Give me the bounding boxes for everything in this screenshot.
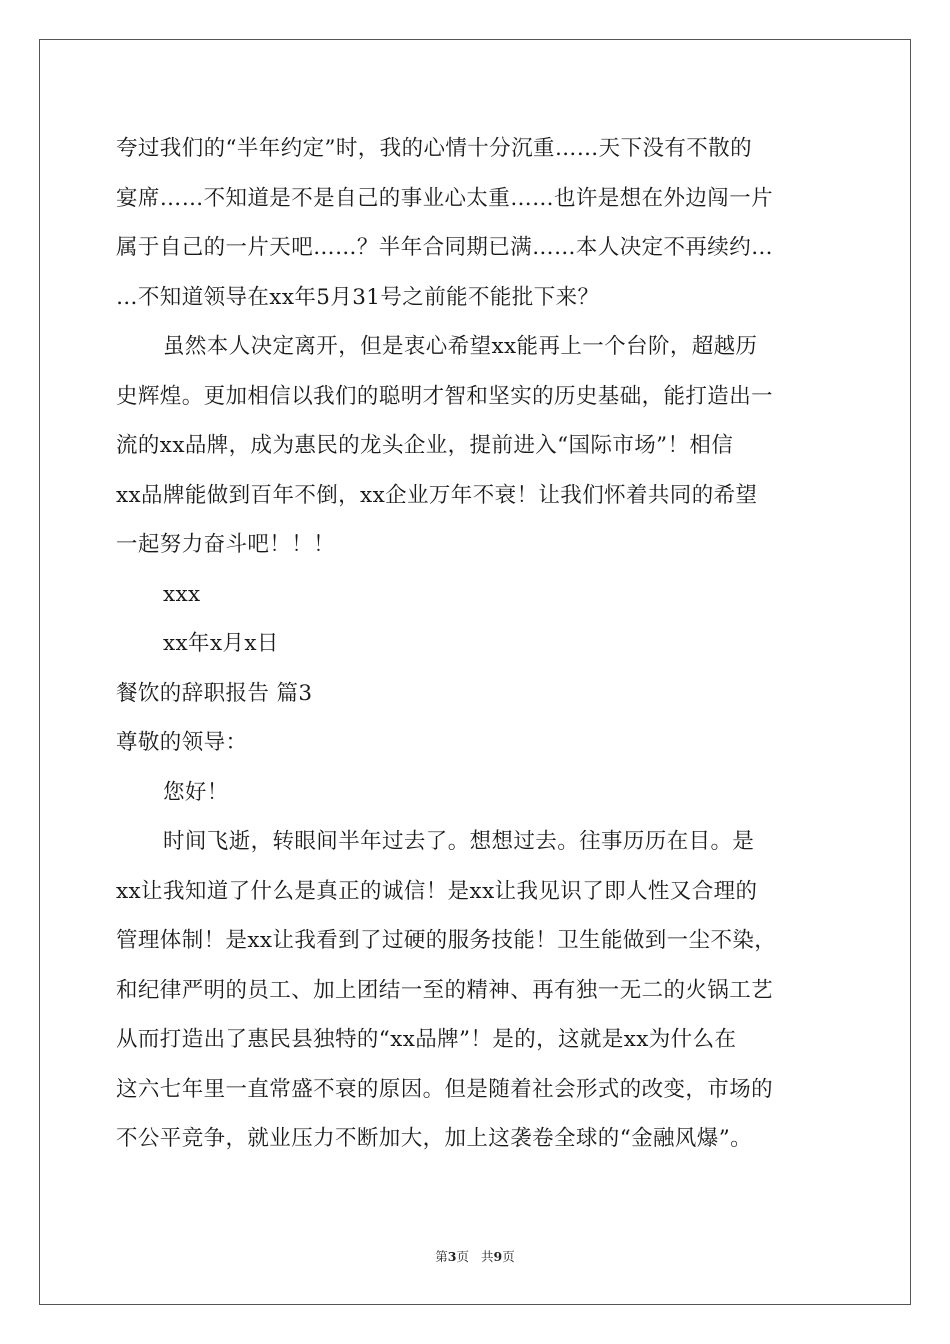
document-body (116, 124, 836, 1164)
paragraph-line: 不公平竞争，就业压力不断加大，加上这袭卷全球的“金融风爆”。 (116, 1126, 752, 1151)
signature-date: xx年x月x日 (163, 631, 279, 656)
paragraph-line: 和纪律严明的员工、加上团结一至的精神、再有独一无二的火锅工艺 (116, 977, 774, 1003)
paragraph-line: 虽然本人决定离开，但是衷心希望xx能再上一个台阶，超越历 (163, 334, 758, 359)
paragraph-line: …不知道领导在xx年5月31号之前能不能批下来？ (116, 284, 600, 310)
paragraph-line: 管理体制！是xx让我看到了过硬的服务技能！卫生能做到一尘不染， (116, 928, 777, 953)
paragraph-line: 流的xx品牌，成为惠民的龙头企业，提前进入“国际市场”！相信 (116, 433, 734, 458)
page-current: 3 (447, 1249, 457, 1264)
signature-name: xxx (163, 581, 201, 607)
paragraph-line: xx让我知道了什么是真正的诚信！是xx让我见识了即人性又合理的 (116, 878, 758, 904)
paragraph-line: 一起努力奋斗吧！！！ (116, 532, 336, 557)
page-footer (0, 1247, 950, 1265)
paragraph-line: 从而打造出了惠民县独特的“xx品牌”！是的，这就是xx为什么在 (116, 1027, 737, 1052)
paragraph-line: 夸过我们的“半年约定”时，我的心情十分沉重……天下没有不散的 (116, 136, 752, 161)
greeting: 您好！ (163, 779, 229, 805)
paragraph-line: 属于自己的一片天吧……？半年合同期已满……本人决定不再续约… (116, 235, 774, 260)
total-suffix: 页 (502, 1249, 515, 1264)
paragraph-line: 时间飞逝，转眼间半年过去了。想想过去。往事历历在目。是 (163, 829, 755, 854)
page-prefix: 第 (435, 1249, 448, 1264)
salutation: 尊敬的领导： (116, 730, 248, 755)
total-prefix: 共 (481, 1249, 494, 1264)
paragraph-line: xx品牌能做到百年不倒，xx企业万年不衰！让我们怀着共同的希望 (116, 482, 758, 508)
page-suffix: 页 (456, 1249, 469, 1264)
section-title: 餐饮的辞职报告 篇3 (116, 680, 313, 706)
paragraph-line: 史辉煌。更加相信以我们的聪明才智和坚实的历史基础，能打造出一 (116, 383, 774, 409)
paragraph-line: 宴席……不知道是不是自己的事业心太重……也许是想在外边闯一片 (116, 185, 774, 211)
page-total: 9 (493, 1249, 503, 1264)
paragraph-line: 这六七年里一直常盛不衰的原因。但是随着社会形式的改变，市场的 (116, 1076, 774, 1102)
